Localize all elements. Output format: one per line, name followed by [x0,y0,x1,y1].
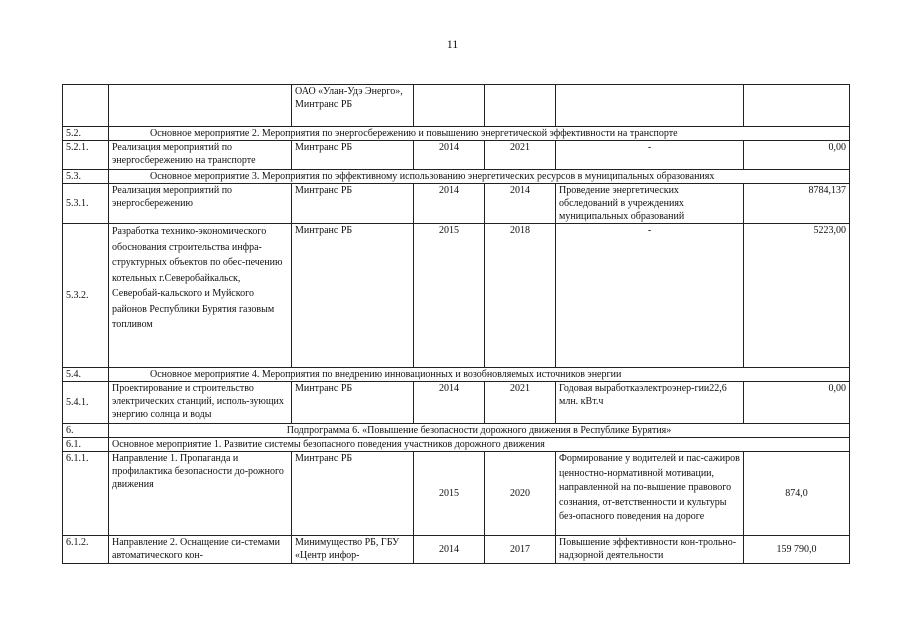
expected-result: Формирование у водителей и пас-сажиров ценностно-нормативной мотивации, направленной на по-вышение правового сознания, от-ветственности и культуры без-опасного поведения на дороге [556,452,744,536]
table-row [63,141,850,170]
executor: Минтранс РБ [292,382,414,424]
executor: Минтранс РБ [292,452,414,536]
start-year: 2015 [414,224,485,368]
end-year: 2021 [485,382,556,424]
row-number: 6.1. [63,438,109,452]
end-year: 2021 [485,141,556,170]
table-row [63,536,850,564]
section-row [63,127,850,141]
row-number: 6. [63,424,109,438]
start-year [414,85,485,127]
end-year: 2018 [485,224,556,368]
activity-name [109,85,292,127]
funding-amount: 5223,00 [744,224,850,368]
row-number: 5.2.1. [63,141,109,170]
executor: Минтранс РБ [292,224,414,368]
section-title: Основное мероприятие 2. Мероприятия по энергосбережению и повышению энергетической эффективности на транспорте [109,127,850,141]
funding-amount: 0,00 [744,382,850,424]
row-number: 6.1.2. [63,536,109,564]
row-number: 5.3. [63,170,109,184]
table-row [63,184,850,224]
executor: Минтранс РБ [292,141,414,170]
funding-amount [744,85,850,127]
expected-result: Годовая выработкаэлектроэнер-гии22,6 млн. кВт.ч [556,382,744,424]
page-number: 11 [446,37,459,51]
activity-name: Реализация мероприятий по энергосбережению на транспорте [109,141,292,170]
expected-result: - [556,141,744,170]
table-row [63,85,850,127]
activity-name: Реализация мероприятий по энергосбережению [109,184,292,224]
section-title: Основное мероприятие 4. Мероприятия по внедрению инновационных и возобновляемых источников энергии [109,368,850,382]
activities-table [62,84,850,564]
start-year: 2014 [414,382,485,424]
expected-result [556,85,744,127]
activity-name: Проектирование и строительство электрических станций, исполь-зующих энергию солнца и воды [109,382,292,424]
end-year: 2014 [485,184,556,224]
row-number [63,85,109,127]
end-year [485,85,556,127]
section-row [63,424,850,438]
start-year: 2014 [414,536,485,564]
row-number: 5.3.2. [63,224,109,368]
row-number: 5.4. [63,368,109,382]
expected-result: Повышение эффективности кон-трольно-надзорной деятельности [556,536,744,564]
activity-name: Направление 2. Оснащение си-стемами автоматического кон- [109,536,292,564]
funding-amount: 0,00 [744,141,850,170]
section-row [63,438,850,452]
executor: ОАО «Улан-Удэ Энерго», Минтранс РБ [292,85,414,127]
section-title: Основное мероприятие 3. Мероприятия по эффективному использованию энергетических ресурсов в муниципальных образованиях [109,170,850,184]
start-year: 2014 [414,184,485,224]
executor: Минтранс РБ [292,184,414,224]
expected-result: Проведение энергетических обследований в учреждениях муниципальных образований [556,184,744,224]
table-row [63,224,850,368]
row-number: 5.2. [63,127,109,141]
funding-amount: 8784,137 [744,184,850,224]
row-number: 5.4.1. [63,382,109,424]
table-row [63,452,850,536]
expected-result: - [556,224,744,368]
activity-name: Направление 1. Пропаганда и профилактика безопасности до-рожного движения [109,452,292,536]
section-row [63,368,850,382]
start-year: 2015 [414,452,485,536]
subprogram-title: Подпрограмма 6. «Повышение безопасности дорожного движения в Республике Бурятия» [109,424,850,438]
start-year: 2014 [414,141,485,170]
executor: Минимущество РБ, ГБУ «Центр инфор- [292,536,414,564]
end-year: 2017 [485,536,556,564]
table-row [63,382,850,424]
row-number: 5.3.1. [63,184,109,224]
activity-name: Разработка технико-экономического обоснования строительства инфра-структурных объектов по обес-печению котельных г.Северобайкальск, Северобай-кальского и Муйского районов Республики Бурятия газовым топливом [109,224,292,368]
section-title: Основное мероприятие 1. Развитие системы безопасного поведения участников дорожного движения [109,438,850,452]
funding-amount: 874,0 [744,452,850,536]
funding-amount: 159 790,0 [744,536,850,564]
section-row [63,170,850,184]
row-number: 6.1.1. [63,452,109,536]
end-year: 2020 [485,452,556,536]
